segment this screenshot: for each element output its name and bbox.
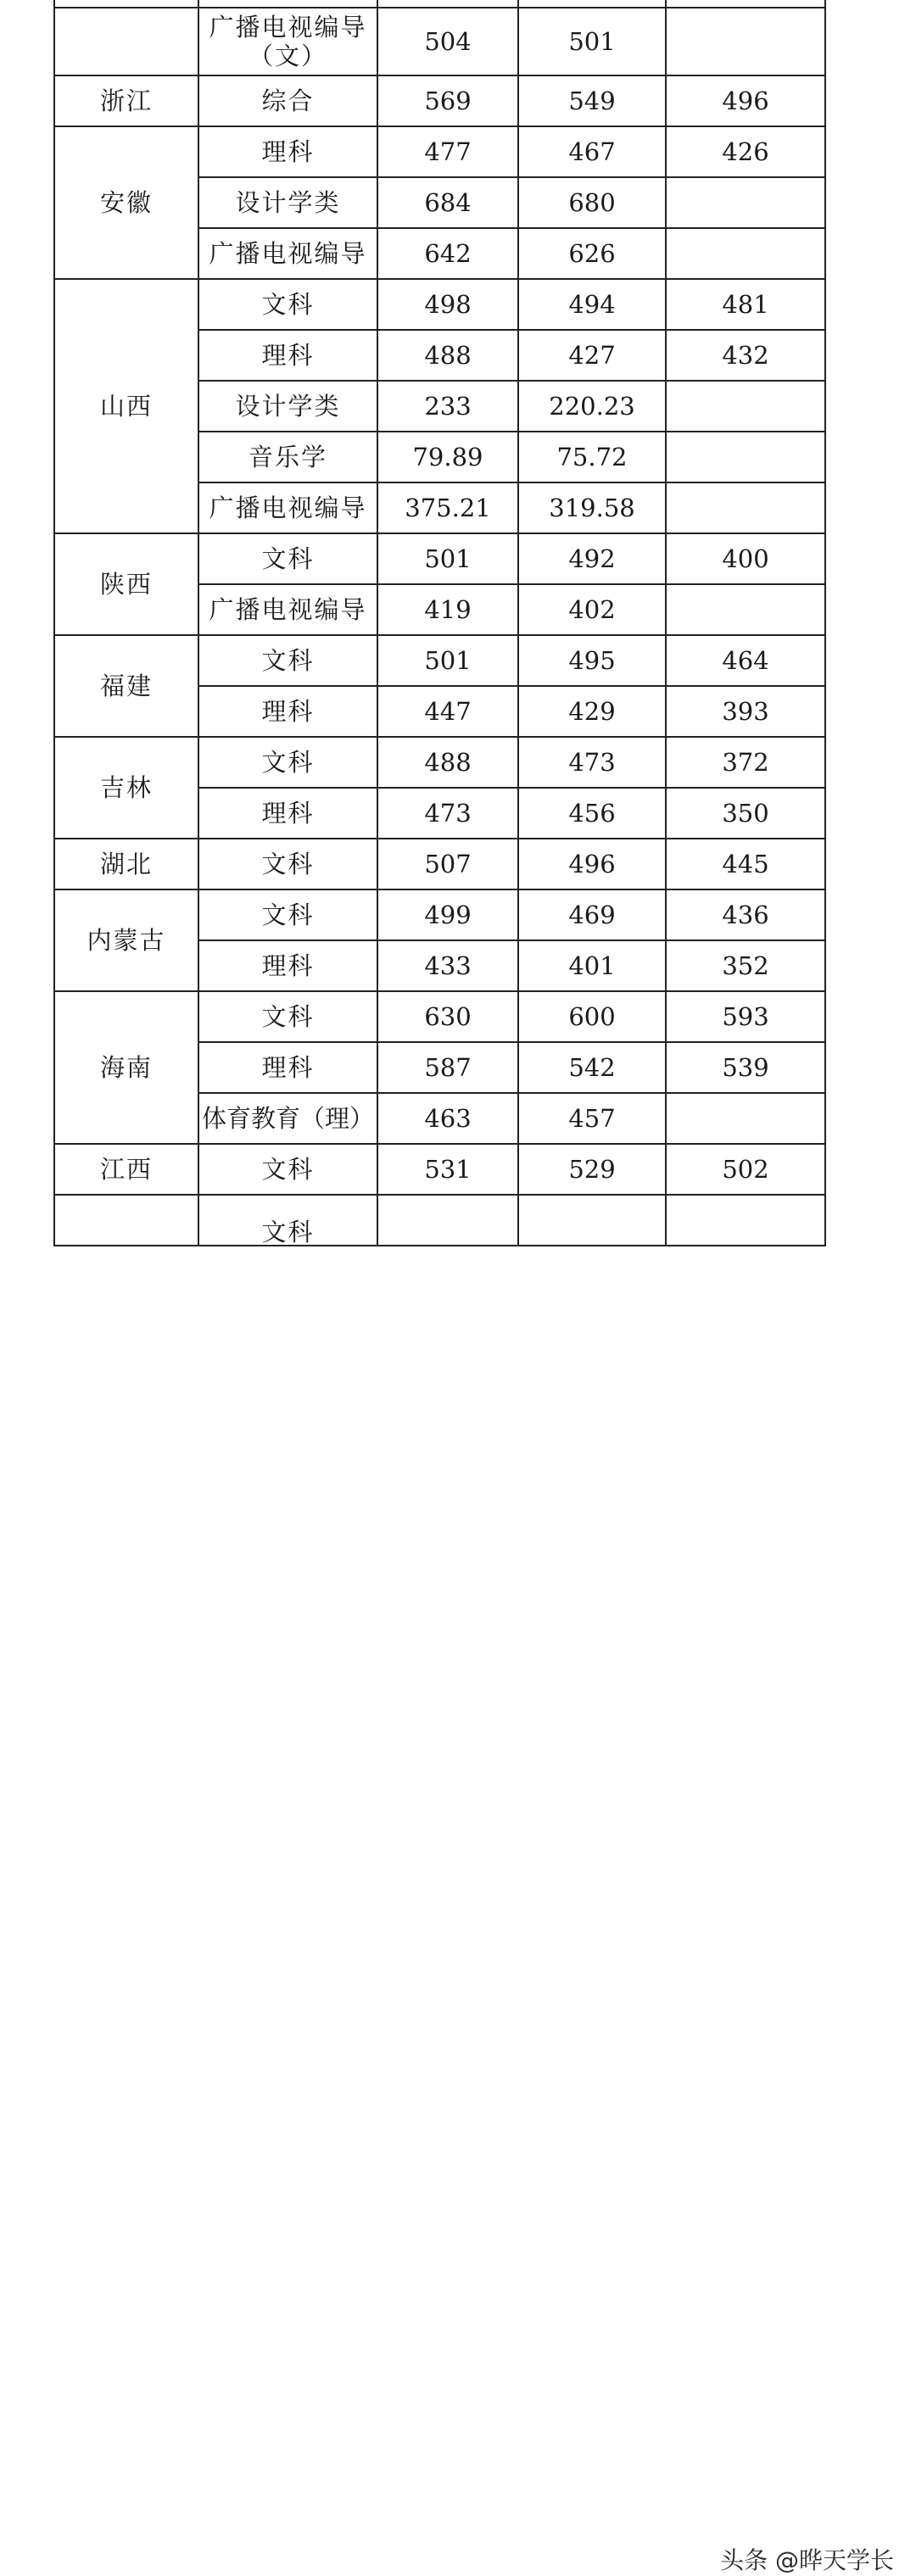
score-cell: 319.58: [518, 482, 666, 533]
province-cell: 山西: [54, 279, 198, 533]
type-cell: 理科: [198, 126, 377, 177]
province-cell: 吉林: [54, 737, 198, 839]
score-cell: 502: [666, 1144, 825, 1195]
score-cell: 492: [518, 533, 666, 584]
province-cell: [54, 1195, 198, 1246]
score-cell: 600: [518, 991, 666, 1042]
score-cell: [666, 228, 825, 279]
type-cell: [198, 0, 377, 8]
type-cell: 音乐学: [198, 432, 377, 482]
province-cell: 海南: [54, 991, 198, 1144]
score-cell: 473: [518, 737, 666, 788]
score-cell: 432: [666, 330, 825, 381]
score-cell: [666, 1093, 825, 1144]
score-cell: 587: [377, 1042, 518, 1093]
score-cell: 642: [377, 228, 518, 279]
score-cell: 402: [518, 584, 666, 635]
province-cell: [54, 0, 198, 8]
type-cell: 设计学类: [198, 381, 377, 432]
score-cell: 499: [377, 889, 518, 940]
province-cell: 江西: [54, 1144, 198, 1195]
type-cell: 广播电视编导: [198, 228, 377, 279]
type-cell: 理科: [198, 940, 377, 991]
score-cell: 496: [518, 839, 666, 889]
type-cell: 文科: [198, 533, 377, 584]
score-cell: 393: [666, 686, 825, 737]
type-cell: [198, 1195, 377, 1246]
type-cell: 文科: [198, 279, 377, 330]
type-cell: 广播电视编导: [198, 584, 377, 635]
table-row: [54, 533, 825, 584]
table-row: [54, 1195, 825, 1246]
type-cell: 广播电视编导: [198, 482, 377, 533]
table-row: [54, 635, 825, 686]
province-cell: 陕西: [54, 533, 198, 635]
score-cell: 463: [377, 1093, 518, 1144]
score-cell: 429: [518, 686, 666, 737]
type-cell: 文科: [198, 991, 377, 1042]
score-cell: [666, 1195, 825, 1246]
score-cell: 626: [518, 228, 666, 279]
type-cell: 理科: [198, 330, 377, 381]
score-cell: 488: [377, 330, 518, 381]
province-cell: 安徽: [54, 126, 198, 279]
province-cell: 内蒙古: [54, 889, 198, 991]
score-cell: 79.89: [377, 432, 518, 482]
score-cell: [518, 0, 666, 8]
score-cell: 75.72: [518, 432, 666, 482]
score-cell: [666, 432, 825, 482]
score-cell: 501: [518, 8, 666, 75]
table-row: [54, 126, 825, 177]
province-cell: 湖北: [54, 839, 198, 889]
score-cell: [666, 381, 825, 432]
score-cell: [666, 177, 825, 228]
score-cell: 352: [666, 940, 825, 991]
score-cell: 445: [666, 839, 825, 889]
score-cell: 496: [666, 75, 825, 126]
score-cell: 569: [377, 75, 518, 126]
score-cell: [666, 584, 825, 635]
score-cell: 436: [666, 889, 825, 940]
table-row: [54, 0, 825, 8]
bottom-bar: [0, 1263, 916, 2574]
type-cell: 综合: [198, 75, 377, 126]
score-cell: 549: [518, 75, 666, 126]
score-cell: 401: [518, 940, 666, 991]
score-cell: 501: [377, 533, 518, 584]
type-cell: 文科: [198, 839, 377, 889]
type-cell: 文科: [198, 737, 377, 788]
score-cell: 426: [666, 126, 825, 177]
type-cell: 设计学类: [198, 177, 377, 228]
admission-score-table-container: [53, 0, 826, 1246]
type-cell: [198, 8, 377, 75]
score-cell: 419: [377, 584, 518, 635]
score-cell: [666, 0, 825, 8]
type-cell: 文科: [198, 889, 377, 940]
score-cell: 372: [666, 737, 825, 788]
score-cell: 531: [377, 1144, 518, 1195]
type-cell: 文科: [198, 635, 377, 686]
table-row: [54, 889, 825, 940]
score-cell: 501: [377, 635, 518, 686]
score-cell: 400: [666, 533, 825, 584]
score-cell: 433: [377, 940, 518, 991]
table-row: [54, 75, 825, 126]
province-cell: [54, 8, 198, 75]
score-cell: 498: [377, 279, 518, 330]
score-cell: 593: [666, 991, 825, 1042]
score-cell: 469: [518, 889, 666, 940]
type-line-1: 广播电视编导: [209, 13, 367, 42]
score-cell: 684: [377, 177, 518, 228]
score-cell: 473: [377, 788, 518, 839]
province-cell: 福建: [54, 635, 198, 737]
type-cell: 理科: [198, 788, 377, 839]
score-cell: [666, 482, 825, 533]
score-cell: 350: [666, 788, 825, 839]
score-cell: 467: [518, 126, 666, 177]
table-row: [54, 1144, 825, 1195]
score-cell: 464: [666, 635, 825, 686]
score-cell: 447: [377, 686, 518, 737]
score-cell: [377, 0, 518, 8]
score-cell: [377, 1195, 518, 1246]
score-cell: 542: [518, 1042, 666, 1093]
score-cell: 481: [666, 279, 825, 330]
type-cell: 体育教育（理）: [198, 1093, 377, 1144]
score-cell: 630: [377, 991, 518, 1042]
type-line-2: （文）: [248, 42, 327, 70]
type-cell: 理科: [198, 1042, 377, 1093]
table-row: [54, 839, 825, 889]
type-cell: 理科: [198, 686, 377, 737]
score-cell: 495: [518, 635, 666, 686]
score-cell: 457: [518, 1093, 666, 1144]
score-cell: 507: [377, 839, 518, 889]
score-cell: 494: [518, 279, 666, 330]
score-cell: 488: [377, 737, 518, 788]
score-cell: 539: [666, 1042, 825, 1093]
score-cell: 529: [518, 1144, 666, 1195]
score-cell: 477: [377, 126, 518, 177]
score-cell: [518, 1195, 666, 1246]
watermark: 头条 @晔天学长: [720, 2546, 894, 2574]
score-cell: [666, 8, 825, 75]
score-cell: 427: [518, 330, 666, 381]
score-cell: 375.21: [377, 482, 518, 533]
score-cell: 680: [518, 177, 666, 228]
score-cell: 233: [377, 381, 518, 432]
table-row: [54, 279, 825, 330]
score-cell: 504: [377, 8, 518, 75]
table-row: [54, 737, 825, 788]
table-row: [54, 8, 825, 75]
score-cell: 456: [518, 788, 666, 839]
type-cell-text: 文科: [261, 1218, 315, 1246]
type-cell: 文科: [198, 1144, 377, 1195]
score-cell: 220.23: [518, 381, 666, 432]
table-row: [54, 991, 825, 1042]
admission-score-table: [53, 0, 826, 1246]
province-cell: 浙江: [54, 75, 198, 126]
